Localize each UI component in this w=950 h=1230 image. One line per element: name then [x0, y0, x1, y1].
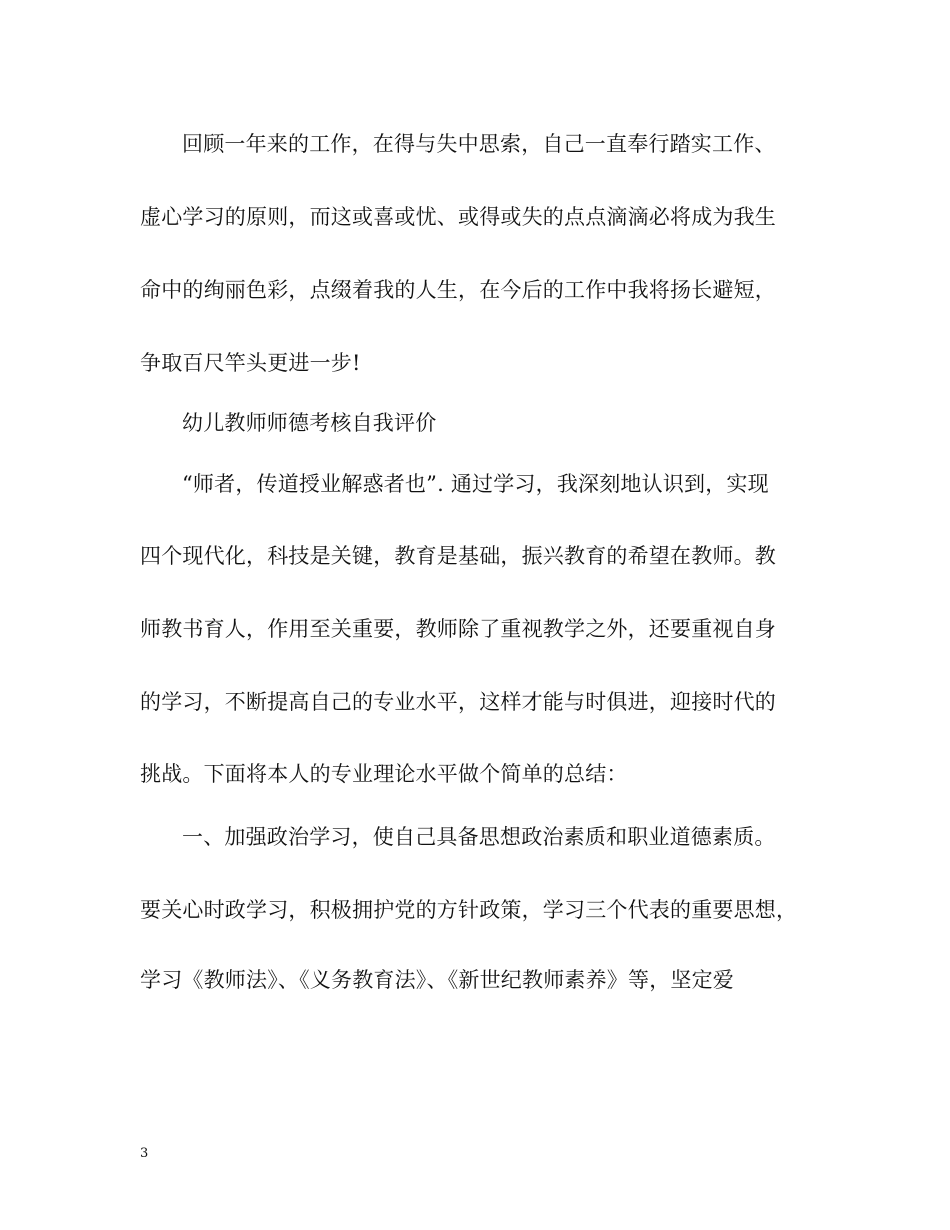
- paragraph-line: “师者，传道授业解惑者也”. 通过学习，我深刻地认识到，实现: [182, 472, 769, 496]
- paragraph-line: 回顾一年来的工作，在得与失中思索，自己一直奉行踏实工作、: [182, 132, 776, 156]
- section-title: 幼儿教师师德考核自我评价: [182, 411, 437, 435]
- paragraph-line: 命中的绚丽色彩，点缀着我的人生，在今后的工作中我将扬长避短，: [140, 278, 776, 302]
- paragraph-line: 虚心学习的原则，而这或喜或忧、或得或失的点点滴滴必将成为我生: [140, 205, 776, 229]
- paragraph-line: 的学习，不断提高自己的专业水平，这样才能与时俱进，迎接时代的: [140, 690, 776, 714]
- paragraph-line: 四个现代化，科技是关键，教育是基础，振兴教育的希望在教师。教: [140, 544, 776, 568]
- paragraph-line: 学习《教师法》、《义务教育法》、《新世纪教师素养》等，坚定爱: [140, 968, 734, 992]
- paragraph-line: 挑战。下面将本人的专业理论水平做个简单的总结：: [140, 762, 628, 786]
- paragraph-line: 要关心时政学习，积极拥护党的方针政策，学习三个代表的重要思想，: [140, 898, 798, 922]
- page-number: 3: [140, 1146, 149, 1161]
- paragraph-line: 师教书育人，作用至关重要，教师除了重视教学之外，还要重视自身: [140, 617, 776, 641]
- paragraph-line: 一、加强政治学习，使自己具备思想政治素质和职业道德素质。: [182, 825, 776, 849]
- paragraph-line: 争取百尺竿头更进一步!: [140, 351, 361, 375]
